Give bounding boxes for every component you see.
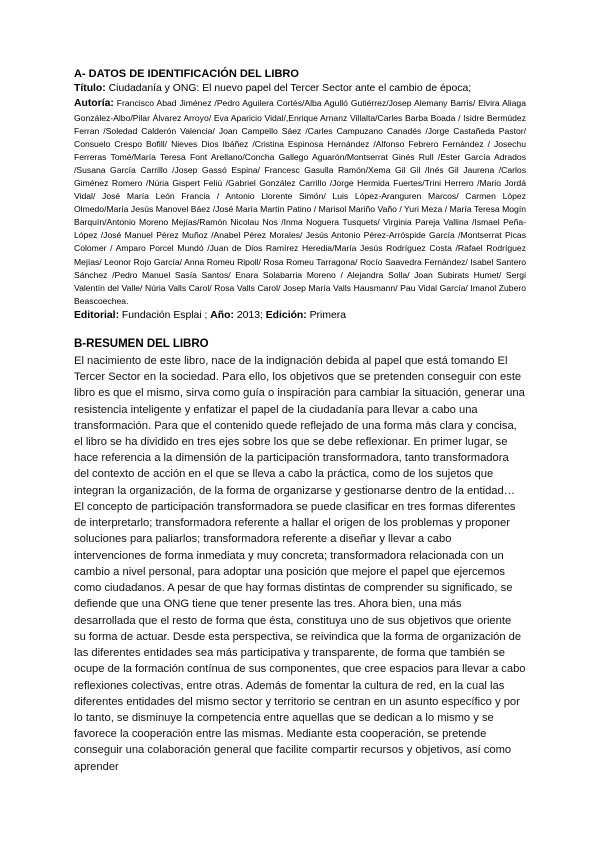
document-page: [74, 68, 526, 775]
section-b-heading: B-RESUMEN DEL LIBRO: [74, 337, 209, 350]
edition-label: Edición:: [265, 309, 307, 321]
title-line: [74, 82, 526, 96]
editorial-value: Fundación Esplai ;: [119, 309, 211, 321]
year-value: 2013;: [233, 309, 266, 321]
publication-info: [74, 309, 526, 323]
section-a-heading: A- DATOS DE IDENTIFICACIÓN DEL LIBRO: [74, 68, 299, 80]
title-label: Título:: [74, 83, 106, 94]
editorial-label: Editorial:: [74, 309, 120, 321]
summary-paragraph: El nacimiento de este libro, nace de la indignación debida al papel que está tomando El Tercer Sector en la sociedad. Para ello, los objetivos que se pretenden conseguir con este libro es que el mismo, sirva como guía o inspiración para cambiar la situación, generar una resistencia inteligente y enfatizar el papel de la ciudadanía para llevar a cabo una transformación. Para que el contenido quede reflejado de una forma más clara y concisa, el libro se ha dividido en tres ejes sobre los que se debe reflexionar. En primer lugar, se hace referencia a la dimensión de la participación transformadora, tanto transformadora del contexto de acción en el que se lleva a cabo la práctica, como de los sujetos que integran la organización, de la forma de organizarse y gestionarse dentro de la entidad… El concepto de participación transformadora se puede clasificar en tres formas diferentes de interpretarlo; transformadora referente a hallar el origen de los problemas y proponer soluciones para paliarlos; transformadora referente a diseñar y llevar a cabo intervenciones de forma inmediata y muy concreta; transformadora relacionada con un cambio a nivel personal, para adoptar una posición que mejore el papel que ejercemos como ciudadanos. A pesar de que hay formas distintas de comprender su significado, se defiende que una ONG tiene que tener presente las tres. Ahora bien, una más desarrollada que el resto de forma que ésta, constituya uno de sus objetivos que oriente su forma de actuar. Desde esta perspectiva, se reivindica que la forma de organización de las diferentes entidades sea más participativa y transparente, de forma que también se ocupe de la formación contínua de sus componentes, que cree espacios para llevar a cabo reflexiones colectivas, entre otras. Además de fomentar la cultura de red, en la cual las diferentes entidades del mismo sector y territorio se centran en un asunto específico y por lo tanto, se disminuye la competencia entre aquellas que se dedican a lo mismo y se favorece la cooperación entre las mismas. Mediante esta cooperación, se pretende conseguir una colaboración general que facilite compartir recursos y objetivos, así como aprender: [74, 354, 526, 773]
year-label: Año:: [210, 309, 234, 321]
authors-value: Francisco Abad Jiménez /Pedro Aguilera Cortés/Alba Agulló Gutiérrez/Josep Alemany Barris/ Elvira Aliaga González-Albo/Pilar Álvarez Arroyo/ Eva Aparicio Vidal/,Enrique Arnanz Villalta/Carles Barba Boada / Isidre Bermúdez Ferran /Soledad Calderón Valencia/ Joan Campello Sáez /Carles Campuzano Canadés /Jorge Castañeda Pastor/ Consuelo Crespo Bofill/ Nieves Dios Ibáñez /Cristina Espinosa Hernández /Alfonso Febrero Fernández / Josechu Ferreras Tomé/María Teresa Font Arellano/Concha Gallego Aguarón/Montserrat Ginés Rull /Ester García Adrados /Susana García Carrillo /Josep Gassó Espina/ Francesc Gasulla Ramón/Xema Gil Gil /Inés Gil Jaurena /Carlos Giménez Romero /Núria Gispert Feliú /Gabriel González Carrillo /Jorge Hermida Fuertes/Trini Herrero /Mario Jordá Vidal/ José María León Francia / Antonio Llorente Simón/ Luis López-Aranguren Marcos/ Carmen López Olmedo/María Jesús Manovel Báez /José María Martín Patino / Marisol Mariño Vaño / Yuri Meza / María Teresa Mogín Barquín/Antonio Moreno Mejías/Ramón Nicolau Nos /Inma Noguera Tusquets/ Virginia Pareja Vallina /Ismael Peña-López /José Manuel Pérez Muñoz /Anabel Pérez Morales/ Jesús Antonio Pérez-Arróspide García /Montserrat Picas Colomer / Amparo Porcel Mundó /Juan de Dios Ramírez Heredia/María Jesús Rodríguez Costa /Rafael Rodríguez Mejías/ Leonor Rojo García/ Anna Romeu Ripoll/ Rosa Romeu Tarragona/ Rocío Saavedra Fernández/ Isabel Santero Sánchez /Pedro Manuel Sasía Santos/ Enara Solabarria Moreno / Alejandra Solla/ Joan Subirats Humet/ Sergi Valentín del Valle/ Núria Valls Carol/ Rosa Valls Carol/ Josep María Valls Hausmann/ Pau Vidal García/ Imanol Zubero Beascoechea.: [74, 98, 526, 306]
authors-paragraph: [74, 96, 526, 308]
title-value: Ciudadanía y ONG: El nuevo papel del Tercer Sector ante el cambio de época;: [105, 83, 472, 94]
authors-label: Autoría:: [74, 98, 114, 110]
edition-value: Primera: [306, 309, 346, 321]
